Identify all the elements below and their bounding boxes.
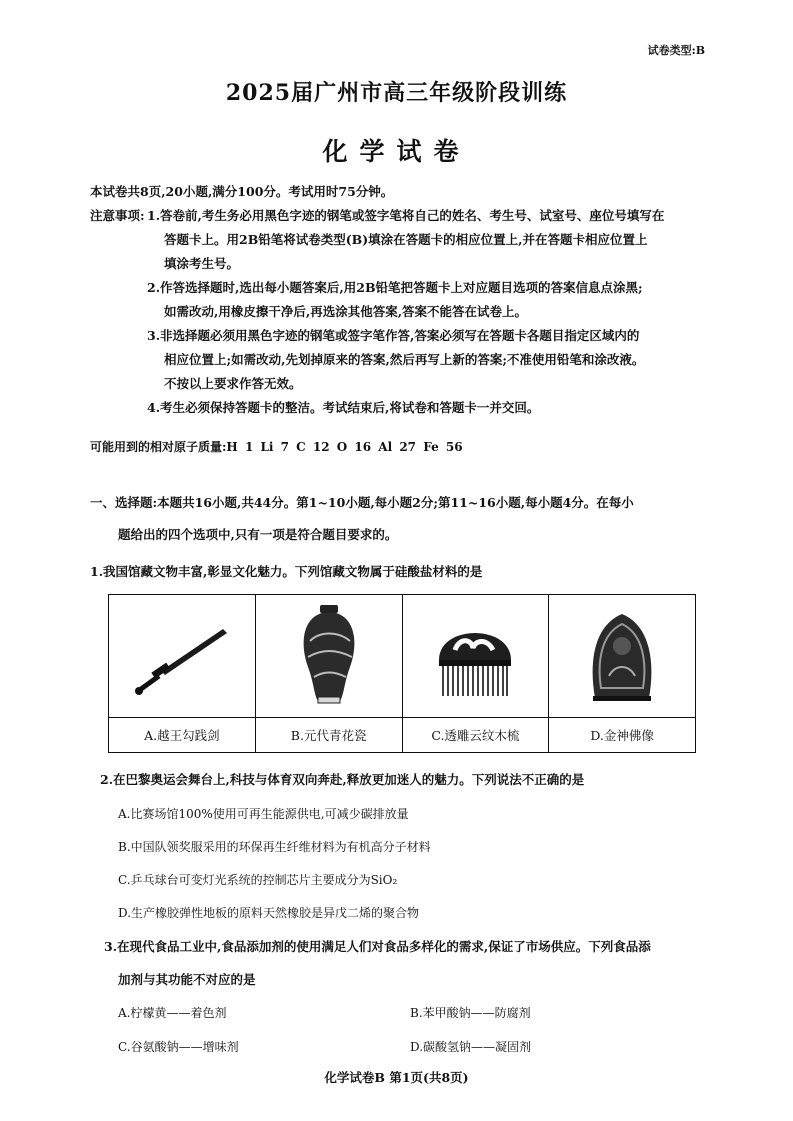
sword-icon <box>127 609 237 699</box>
notice-line: 2.作答选择题时,选出每小题答案后,用2B铅笔把答题卡上对应题目选项的答案信息点涂黑; <box>147 280 643 295</box>
relics-table <box>108 594 696 753</box>
notice-line: 相应位置上;如需改动,先划掉原来的答案,然后再写上新的答案;不准使用铅笔和涂改液。 <box>164 352 645 367</box>
relic-caption-c: C.透雕云纹木梳 <box>402 718 549 753</box>
notice-line: 如需改动,用橡皮擦干净后,再选涂其他答案,答案不能答在试卷上。 <box>164 304 528 319</box>
question-3-option-c: C.谷氨酸钠——增味剂 <box>118 1040 239 1054</box>
relic-image-d <box>549 595 696 718</box>
subject-title: 化学试卷 <box>322 137 471 166</box>
relic-caption-a: A.越王勾践剑 <box>109 718 256 753</box>
question-2-option-d: D.生产橡胶弹性地板的原料天然橡胶是异戊二烯的聚合物 <box>118 906 420 920</box>
question-1-stem: 1.我国馆藏文物丰富,彰显文化魅力。下列馆藏文物属于硅酸盐材料的是 <box>90 564 483 579</box>
question-2-option-b: B.中国队领奖服采用的环保再生纤维材料为有机高分子材料 <box>118 840 431 854</box>
question-3-option-b: B.苯甲酸钠——防腐剂 <box>410 1006 531 1020</box>
exam-title: 2025届广州市高三年级阶段训练 <box>225 80 568 106</box>
question-2-option-c: C.乒乓球台可变灯光系统的控制芯片主要成分为SiO₂ <box>118 873 398 887</box>
relic-caption-d: D.金神佛像 <box>549 718 696 753</box>
section-heading: 一、选择题:本题共16小题,共44分。第1~10小题,每小题2分;第11~16小题,每小题4分。在每小 <box>90 495 634 510</box>
relic-caption-b: B.元代青花瓷 <box>255 718 402 753</box>
question-3-stem-cont: 加剂与其功能不对应的是 <box>118 972 256 987</box>
notice-line: 填涂考生号。 <box>164 256 240 271</box>
question-2-stem: 2.在巴黎奥运会舞台上,科技与体育双向奔赴,释放更加迷人的魅力。下列说法不正确的是 <box>100 772 585 787</box>
question-3-option-a: A.柠檬黄——着色剂 <box>118 1006 227 1020</box>
notice-line: 1.答卷前,考生务必用黑色字迹的钢笔或签字笔将自己的姓名、考生号、试室号、座位号填写在 <box>147 208 665 223</box>
notice-line: 答题卡上。用2B铅笔将试卷类型(B)填涂在答题卡的相应位置上,并在答题卡相应位置上 <box>164 232 648 247</box>
exam-info: 本试卷共8页,20小题,满分100分。考试用时75分钟。 <box>90 184 394 199</box>
paper-type-label: 试卷类型:B <box>647 44 705 57</box>
notice-heading: 注意事项: <box>90 208 145 223</box>
vase-icon <box>284 601 374 707</box>
atomic-masses: 可能用到的相对原子质量:H 1 Li 7 C 12 O 16 Al 27 Fe 56 <box>90 440 463 454</box>
question-2-option-a: A.比赛场馆100%使用可再生能源供电,可减少碳排放量 <box>118 807 409 821</box>
question-3-stem: 3.在现代食品工业中,食品添加剂的使用满足人们对食品多样化的需求,保证了市场供应。下列食品添 <box>104 939 651 954</box>
relic-image-a <box>109 595 256 718</box>
relic-image-c <box>402 595 549 718</box>
relic-image-b <box>255 595 402 718</box>
notice-line: 不按以上要求作答无效。 <box>164 376 302 391</box>
question-3-option-d: D.碳酸氢钠——凝固剂 <box>410 1040 532 1054</box>
buddha-statue-icon <box>577 604 667 704</box>
comb-icon <box>425 604 525 704</box>
page-footer: 化学试卷B 第1页(共8页) <box>324 1070 469 1085</box>
notice-line: 3.非选择题必须用黑色字迹的钢笔或签字笔作答,答案必须写在答题卡各题目指定区域内的 <box>147 328 640 343</box>
notice-line: 4.考生必须保持答题卡的整洁。考试结束后,将试卷和答题卡一并交回。 <box>147 400 540 415</box>
section-heading-cont: 题给出的四个选项中,只有一项是符合题目要求的。 <box>118 527 398 542</box>
